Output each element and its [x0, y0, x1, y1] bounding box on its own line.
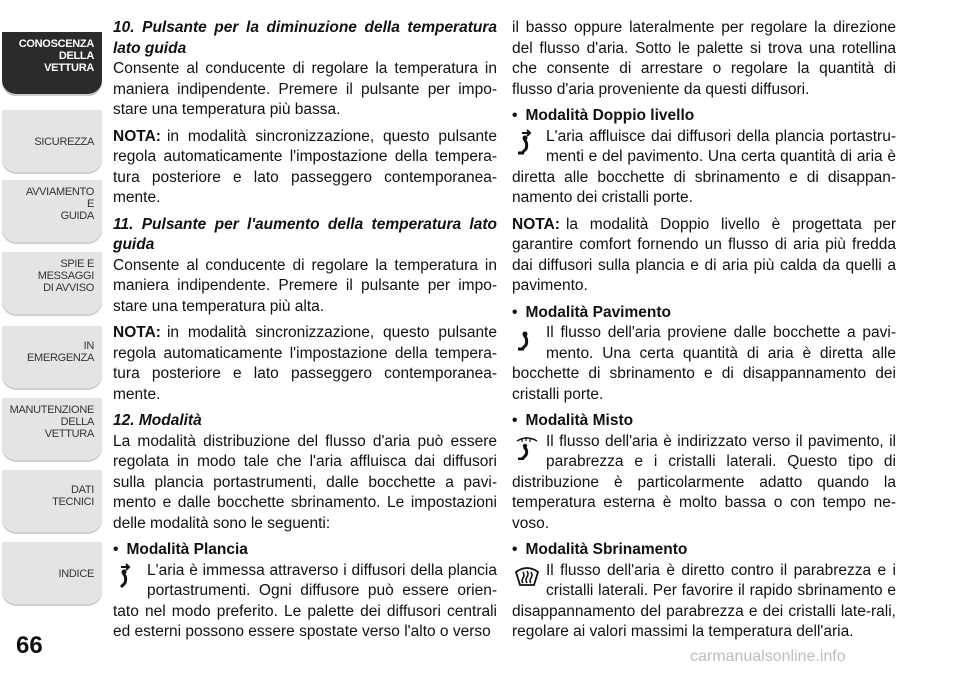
misto-description: Il flusso dell'aria è indirizzato verso il pavimento, il parabrezza e i cristalli laterali. Questo tipo di distribuzione è particolarmente adatto quando la temperatura esterna è molto bassa o con tempo ne-voso. [512, 432, 896, 532]
note-doppio [512, 215, 896, 297]
tab-conoscenza-della-vettura[interactable] [2, 32, 102, 96]
right-column [512, 18, 896, 649]
watermark: carmanualsonline.info [690, 648, 846, 665]
pavimento-description: Il flusso dell'aria proviene dalle bocchette a pavi-mento. Una certa quantità di aria è diretta alle bocchette di sbrinamento e di disappannamento dei cristalli porte. [512, 324, 896, 403]
note-text: la modalità Doppio livello è progettata per garantire comfort fornendo un flusso di aria più fredda dai diffusori sulla plancia e di aria più calda da quelli a pavimento. [512, 215, 896, 294]
bullet-plancia-text [113, 561, 497, 643]
page-number: 66 [16, 632, 43, 659]
bullet-pavimento-title: • Modalità Pavimento [512, 303, 896, 324]
floor-mode-icon [514, 325, 540, 351]
tab-label-line: SICUREZZA [34, 136, 94, 148]
tab-label-line: DATI [70, 484, 94, 496]
note-11 [113, 323, 497, 405]
tab-spie-e-messaggi[interactable] [2, 252, 102, 316]
defrost-mode-icon [514, 563, 540, 589]
tab-label-line: MANUTENZIONE [9, 404, 94, 416]
tab-label-line: GUIDA [60, 210, 94, 222]
bullet-sbrinamento-title: • Modalità Sbrinamento [512, 540, 896, 561]
tab-avviamento-e-guida[interactable] [2, 180, 102, 244]
note-label: NOTA: [113, 127, 161, 145]
bullet-plancia-title: • Modalità Plancia [113, 540, 497, 561]
section-heading-12: 12. Modalità [113, 412, 202, 429]
tab-label-line: MESSAGGI [37, 270, 94, 282]
paragraph-12: La modalità distribuzione del flusso d'aria può essere regolata in modo tale che l'aria affluisca dai diffusori sulla plancia portastrumenti, dalle bocchette a pavi-mento e dalle bocchette sbrinamento. Le impostazioni delle modalità sono le seguenti: [113, 432, 497, 532]
bullet-doppio-title: • Modalità Doppio livello [512, 106, 896, 127]
tab-label-line: AVVIAMENTO [25, 186, 94, 198]
bullet-doppio-text [512, 127, 896, 209]
paragraph-11: Consente al conducente di regolare la temperatura in maniera indipendente. Premere il pulsante per impo-stare una temperatura più alta. [113, 256, 497, 315]
tab-label-line: EMERGENZA [27, 352, 94, 364]
plancia-description: L'aria è immessa attraverso i diffusori della plancia portastrumenti. Ogni diffusore può essere orien-tato nel modo preferito. Le palette dei diffusori centrali ed esterni possono essere spostate verso l'alto o verso [113, 561, 497, 640]
mix-mode-icon [514, 434, 540, 460]
tab-manutenzione-della-vettura[interactable] [2, 398, 102, 462]
sbrinamento-description: Il flusso dell'aria è diretto contro il parabrezza e i cristalli laterali. Per favorire il rapido sbrinamento e disappannamento del parabrezza e dei cristalli late-rali, regolare ai valori massimi la temperatura dell'aria. [512, 561, 896, 640]
bullet-pavimento-text [512, 323, 896, 405]
tab-sicurezza[interactable] [2, 110, 102, 174]
bullet-sbrinamento-text [512, 561, 896, 643]
tab-label-line: VETTURA [44, 62, 94, 74]
doppio-description: L'aria affluisce dai diffusori della plancia portastru-menti e del pavimento. Una certa quantità di aria è diretta alle bocchette di sbrinamento e di disappan-namento dei cristalli porte. [512, 127, 896, 206]
bilevel-mode-icon [514, 129, 540, 155]
tab-label-line: DI AVVISO [43, 282, 94, 294]
tab-label-line: DELLA [60, 416, 94, 428]
paragraph-continued: il basso oppure lateralmente per regolare la direzione del flusso d'aria. Sotto le palette si trova una rotellina che consente di arrestare o regolare la quantità di flusso d'aria proveniente da questi diffusori. [512, 19, 896, 98]
panel-mode-icon [115, 563, 141, 589]
tab-indice[interactable] [2, 542, 102, 606]
tab-label-line: VETTURA [44, 428, 94, 440]
tab-label-line: TECNICI [52, 496, 94, 508]
tab-label-line: E [86, 198, 94, 210]
note-label: NOTA: [113, 324, 161, 341]
section-heading-10: 10. Pulsante per la diminuzione della temperatura lato guida [113, 19, 497, 57]
tab-label-line: IN [83, 340, 94, 352]
bullet-misto-text [512, 432, 896, 535]
tab-label-line: INDICE [58, 568, 94, 580]
note-10 [113, 127, 497, 209]
section-heading-11: 11. Pulsante per l'aumento della temperatura lato guida [113, 215, 497, 253]
note-text: in modalità sincronizzazione, questo pulsante regola automaticamente l'impostazione della tempera-tura posteriore e lato passeggero contemporanea-mente. [113, 324, 497, 403]
tab-label-line: SPIE E [60, 258, 94, 270]
left-column [113, 18, 497, 649]
tab-in-emergenza[interactable] [2, 326, 102, 390]
bullet-misto-title: • Modalità Misto [512, 411, 896, 432]
note-label: NOTA: [512, 215, 560, 233]
tab-label-line: DELLA [58, 50, 94, 62]
chapter-sidebar [0, 0, 104, 678]
tab-label-line: CONOSCENZA [18, 38, 94, 50]
tab-dati-tecnici[interactable] [2, 470, 102, 534]
note-text: in modalità sincronizzazione, questo pulsante regola automaticamente l'impostazione della tempera-tura posteriore e lato passeggero contemporanea-mente. [113, 127, 497, 206]
paragraph-10: Consente al conducente di regolare la temperatura in maniera indipendente. Premere il pulsante per impo-stare una temperatura più bassa. [113, 60, 497, 118]
